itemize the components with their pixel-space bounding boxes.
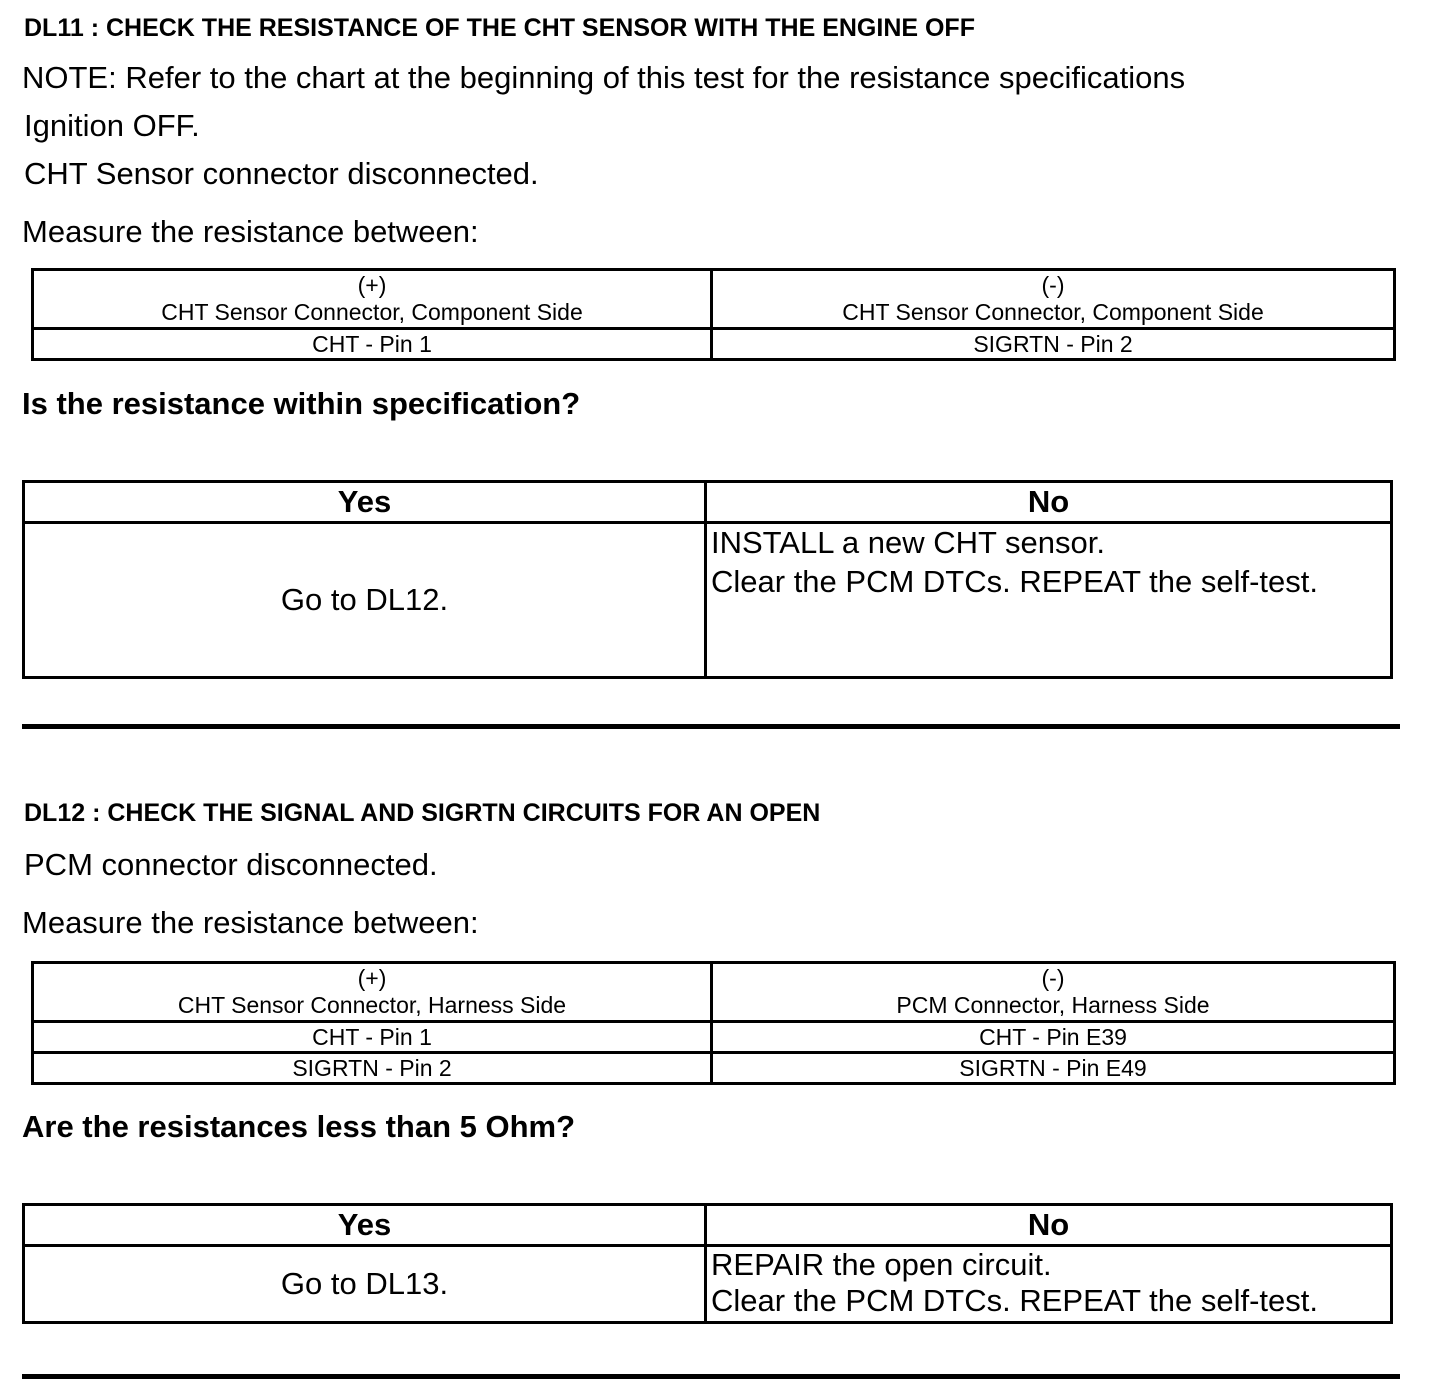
table-row	[33, 329, 1395, 360]
negative-sign: (-)	[1041, 965, 1065, 991]
dl11-question: Is the resistance within specification?	[22, 386, 581, 421]
table-row	[33, 1022, 1395, 1053]
negative-pin-cell: SIGRTN - Pin 2	[712, 329, 1395, 360]
yes-link-text[interactable]: Go to DL13.	[280, 1266, 449, 1301]
negative-sign: (-)	[1041, 272, 1065, 298]
yes-action	[24, 1246, 706, 1323]
dl12-answer-table	[22, 1203, 1393, 1324]
no-action	[706, 523, 1392, 678]
positive-pin-cell: CHT - Pin 1	[33, 329, 712, 360]
dl11-negative-header	[712, 270, 1395, 329]
yes-action	[24, 523, 706, 678]
no-action-line-2: Clear the PCM DTCs. REPEAT the self-test.	[711, 1283, 1318, 1318]
negative-connector-label: CHT Sensor Connector, Component Side	[842, 299, 1264, 325]
negative-connector-label: PCM Connector, Harness Side	[896, 992, 1210, 1018]
dl12-answer-body-row	[24, 1246, 1392, 1323]
negative-pin-cell: CHT - Pin E39	[712, 1022, 1395, 1053]
dl11-heading: DL11 : CHECK THE RESISTANCE OF THE CHT SENSOR WITH THE ENGINE OFF	[24, 14, 975, 42]
dl12-positive-header	[33, 963, 712, 1022]
yes-header: Yes	[24, 482, 706, 523]
dl12-connector-line: PCM connector disconnected.	[24, 847, 438, 882]
dl11-connector-line: CHT Sensor connector disconnected.	[24, 156, 539, 191]
table-row	[33, 1053, 1395, 1084]
dl12-measurement-header-row	[33, 963, 1395, 1022]
dl11-answer-table	[22, 480, 1393, 679]
yes-link-text[interactable]: Go to DL12.	[280, 582, 449, 617]
section-divider	[22, 1374, 1400, 1379]
no-action-line-1: REPAIR the open circuit.	[711, 1247, 1052, 1282]
dl11-note: NOTE: Refer to the chart at the beginning of this test for the resistance specifications	[22, 60, 1186, 95]
no-header: No	[706, 482, 1392, 523]
dl11-measure-instruction: Measure the resistance between:	[22, 214, 479, 249]
dl12-question: Are the resistances less than 5 Ohm?	[22, 1109, 576, 1144]
no-action	[706, 1246, 1392, 1323]
dl12-heading: DL12 : CHECK THE SIGNAL AND SIGRTN CIRCUITS FOR AN OPEN	[24, 799, 821, 827]
dl12-answer-header-row	[24, 1205, 1392, 1246]
yes-header: Yes	[24, 1205, 706, 1246]
dl12-measurement-table	[31, 961, 1396, 1085]
dl11-measurement-header-row	[33, 270, 1395, 329]
positive-sign: (+)	[357, 965, 387, 991]
no-action-line-2: Clear the PCM DTCs. REPEAT the self-test.	[711, 564, 1318, 599]
positive-sign: (+)	[357, 272, 387, 298]
positive-pin-cell: CHT - Pin 1	[33, 1022, 712, 1053]
dl12-measure-instruction: Measure the resistance between:	[22, 905, 479, 940]
positive-pin-cell: SIGRTN - Pin 2	[33, 1053, 712, 1084]
negative-pin-cell: SIGRTN - Pin E49	[712, 1053, 1395, 1084]
no-header: No	[706, 1205, 1392, 1246]
positive-connector-label: CHT Sensor Connector, Component Side	[161, 299, 583, 325]
dl11-ignition-line: Ignition OFF.	[24, 108, 200, 143]
dl11-measurement-table	[31, 268, 1396, 361]
dl12-negative-header	[712, 963, 1395, 1022]
positive-connector-label: CHT Sensor Connector, Harness Side	[177, 992, 567, 1018]
dl11-answer-header-row	[24, 482, 1392, 523]
dl11-answer-body-row	[24, 523, 1392, 678]
no-action-line-1: INSTALL a new CHT sensor.	[711, 525, 1105, 560]
dl11-positive-header	[33, 270, 712, 329]
section-divider	[22, 724, 1400, 729]
